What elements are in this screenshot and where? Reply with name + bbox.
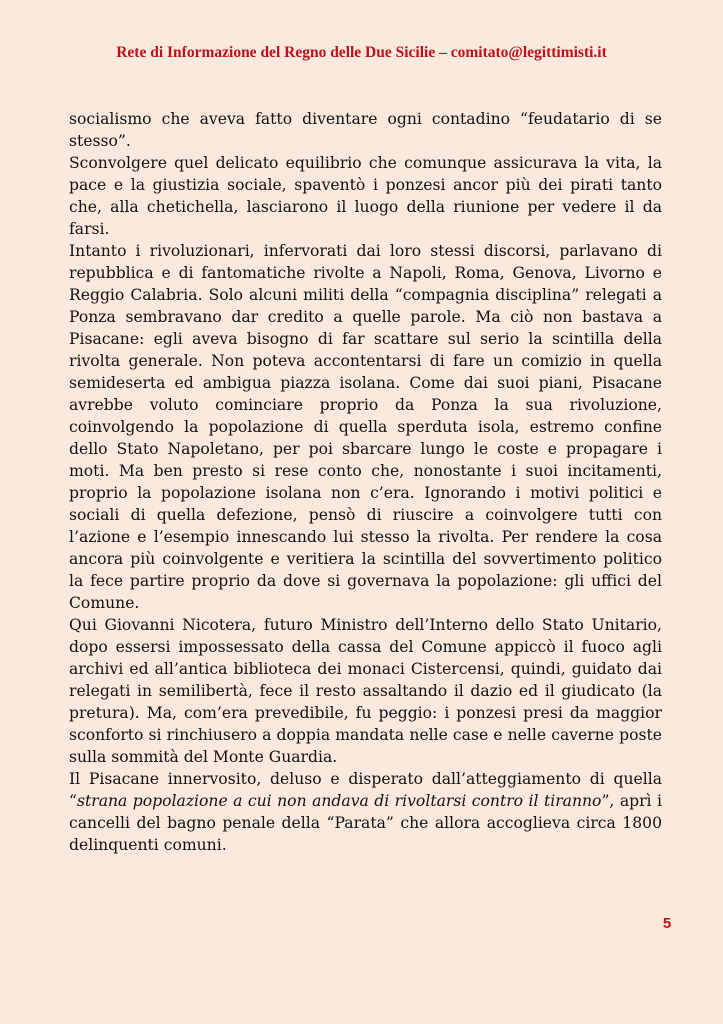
paragraph: Sconvolgere quel delicato equilibrio che comunque assicurava la vita, la pace e la giustizia sociale, spaventò i ponzesi ancor più dei pirati tanto che, alla chetichella, lasciarono il luogo della riunione per vedere il da farsi. xyxy=(69,154,662,238)
paragraph-text: ”, aprì i cancelli del bagno penale della “Parata” che allora accoglieva circa 1800 delinquenti comuni. xyxy=(69,792,662,854)
italic-quote: strana popolazione a cui non andava di rivoltarsi contro il tiranno xyxy=(76,792,602,810)
paragraph-text: Il Pisacane innervosito, deluso e disperato dall’atteggiamento di quella “ xyxy=(69,770,662,810)
paragraph: Qui Giovanni Nicotera, futuro Ministro dell’Interno dello Stato Unitario, dopo essersi impossessato della cassa del Comune appiccò il fuoco agli archivi ed all’antica biblioteca dei monaci Cistercensi, quindi, guidato dai relegati in semilibertà, fece il resto assaltando il dazio ed il giudicato (la pretura). Ma, com’era prevedibile, fu peggio: i ponzesi presi da maggior sconforto si rinchiusero a doppia mandata nelle case e nelle caverne poste sulla sommità del Monte Guardia. xyxy=(69,616,662,766)
body-text xyxy=(69,108,662,856)
paragraph: Intanto i rivoluzionari, infervorati dai loro stessi discorsi, parlavano di repubblica e di fantomatiche rivolte a Napoli, Roma, Genova, Livorno e Reggio Calabria. Solo alcuni militi della “compagnia disciplina” relegati a Ponza sembravano dar credito a quelle parole. Ma ciò non bastava a Pisacane: egli aveva bisogno di far scattare sul serio la scintilla della rivolta generale. Non poteva accontentarsi di fare un comizio in quella semideserta ed ambigua piazza isolana. Come dai suoi piani, Pisacane avrebbe voluto cominciare proprio da Ponza la sua rivoluzione, coinvolgendo la popolazione di quella sperduta isola, estremo confine dello Stato Napoletano, per poi sbarcare lungo le coste e propagare i moti. Ma ben presto si rese conto che, nonostante i suoi incitamenti, proprio la popolazione isolana non c’era. Ignorando i motivi politici e sociali di quella defezione, pensò di riuscire a coinvolgere tutti con l’azione e l’esempio innescando lui stesso la rivolta. Per rendere la cosa ancora più coinvolgente e veritiera la scintilla del sovvertimento politico la fece partire proprio da dove si governava la popolazione: gli uffici del Comune. xyxy=(69,242,662,612)
paragraph: socialismo che aveva fatto diventare ogni contadino “feudatario di se stesso”. xyxy=(69,110,662,150)
page-number: 5 xyxy=(662,915,672,932)
page-header: Rete di Informazione del Regno delle Due Sicilie – comitato@legittimisti.it xyxy=(116,44,607,61)
paragraph xyxy=(69,768,662,856)
